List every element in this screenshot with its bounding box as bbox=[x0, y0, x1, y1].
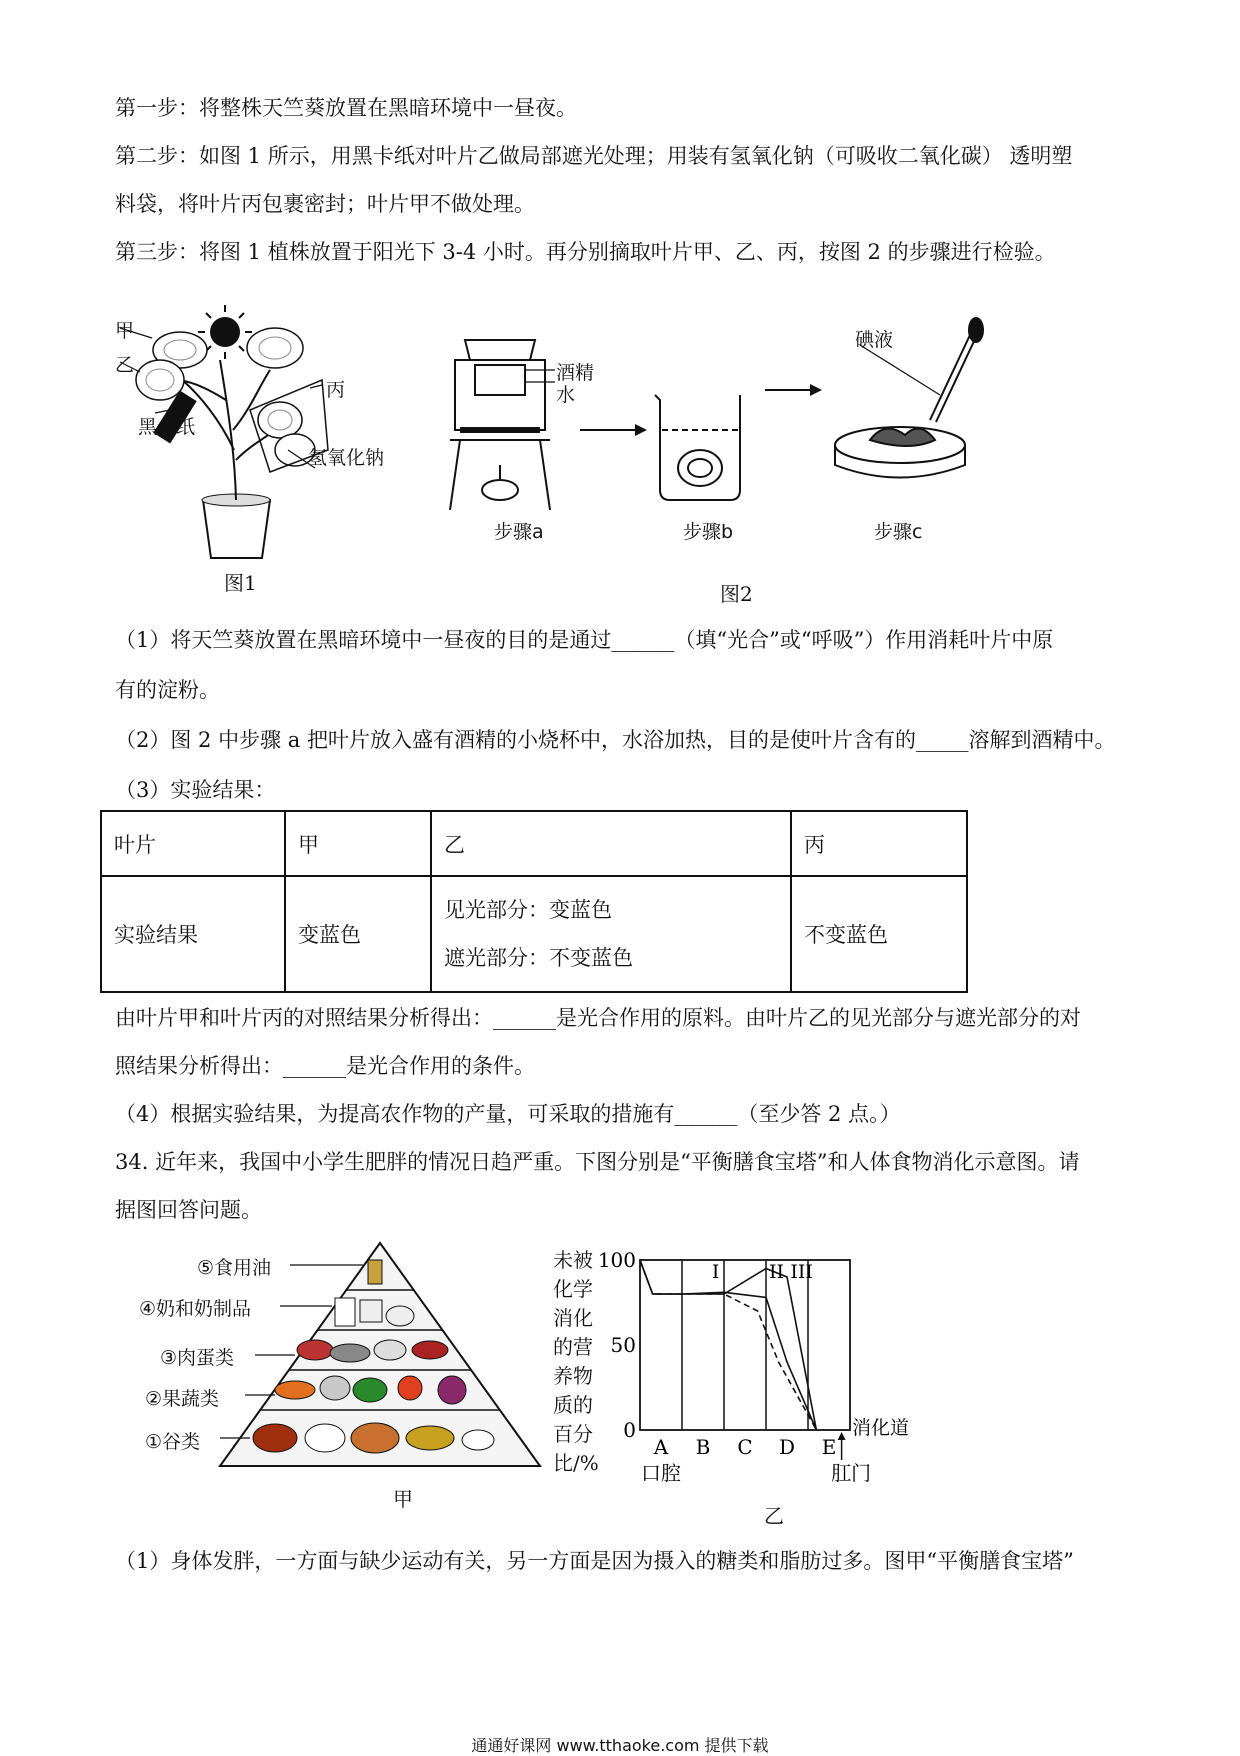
table-header-cell: 乙 bbox=[431, 811, 791, 876]
table-row bbox=[101, 876, 967, 992]
table-row-label: 实验结果 bbox=[101, 876, 285, 992]
fig1-label-bing: 丙 bbox=[326, 379, 346, 401]
question-34-1: （1）身体发胖，一方面与缺少运动有关，另一方面是因为摄入的糖类和脂肪过多。图甲“平衡膳食宝塔” bbox=[115, 1549, 1074, 1573]
y-label-line: 未被 bbox=[553, 1248, 593, 1272]
pyramid-level-meat: ③肉蛋类 bbox=[160, 1347, 235, 1369]
chart-y-axis-label bbox=[553, 1246, 603, 1478]
fig1-label-black-card: 黑卡纸 bbox=[138, 416, 196, 438]
y-label-line: 化学 bbox=[553, 1277, 593, 1301]
question-2: （2）图 2 中步骤 a 把叶片放入盛有酒精的小烧杯中，水浴加热，目的是使叶片含有的_____溶解到酒精中。 bbox=[115, 728, 1116, 752]
series-line bbox=[640, 1260, 816, 1430]
table-cell-yi bbox=[431, 876, 791, 992]
fig2-label-iodine: 碘液 bbox=[855, 329, 894, 351]
y-tick-label: 50 bbox=[610, 1333, 636, 1357]
series-line bbox=[640, 1260, 816, 1430]
fig1-caption: 图1 bbox=[224, 571, 257, 595]
fig2-step-b: 步骤b bbox=[683, 521, 734, 543]
x-category-label: B bbox=[695, 1435, 711, 1459]
question-3-analysis-line1: 由叶片甲和叶片丙的对照结果分析得出：______是光合作用的原料。由叶片乙的见光部分与遮光部分的对 bbox=[115, 1006, 1081, 1030]
y-label-line: 养物 bbox=[553, 1364, 593, 1388]
x-category-label: A bbox=[653, 1435, 669, 1459]
step-2-line2: 料袋，将叶片丙包裹密封；叶片甲不做处理。 bbox=[115, 192, 535, 216]
x-category-label: D bbox=[778, 1435, 796, 1459]
fig2-label-water: 水 bbox=[556, 384, 576, 406]
table-header-cell: 叶片 bbox=[101, 811, 285, 876]
step-1: 第一步：将整株天竺葵放置在黑暗环境中一昼夜。 bbox=[115, 96, 577, 120]
chart-caption: 乙 bbox=[764, 1504, 784, 1528]
footer: 通通好课网 www.tthaoke.com 提供下载 bbox=[471, 1736, 769, 1755]
question-3: （3）实验结果： bbox=[115, 778, 276, 802]
table-header-cell: 丙 bbox=[791, 811, 967, 876]
y-label-line: 的营 bbox=[553, 1335, 593, 1359]
y-label-line: 比/% bbox=[553, 1451, 599, 1475]
table-cell-jia: 变蓝色 bbox=[285, 876, 431, 992]
fig2-step-a: 步骤a bbox=[494, 521, 544, 543]
table-header-cell: 甲 bbox=[285, 811, 431, 876]
anus-arrowhead bbox=[838, 1432, 846, 1440]
fig1-label-yi: 乙 bbox=[115, 354, 135, 376]
y-label-line: 百分 bbox=[553, 1422, 593, 1446]
step-2-line1: 第二步：如图 1 所示，用黑卡纸对叶片乙做局部遮光处理；用装有氢氧化钠（可吸收二氧化碳） 透明塑 bbox=[115, 144, 1073, 168]
fig2-step-c: 步骤c bbox=[874, 521, 923, 543]
plot-frame bbox=[640, 1260, 850, 1430]
results-table bbox=[100, 810, 968, 993]
step-a-apparatus bbox=[450, 340, 550, 510]
fig2-caption: 图2 bbox=[720, 582, 753, 606]
x-category-label: E bbox=[821, 1435, 837, 1459]
question-1-line1: （1）将天竺葵放置在黑暗环境中一昼夜的目的是通过______（填“光合”或“呼吸”）作用消耗叶片中原 bbox=[115, 628, 1054, 652]
question-3-analysis-line2: 照结果分析得出：______是光合作用的条件。 bbox=[115, 1054, 535, 1078]
step-b-beaker bbox=[655, 395, 740, 500]
y-tick-label: 100 bbox=[597, 1248, 636, 1272]
fig1-label-naoh: 氢氧化钠 bbox=[308, 447, 385, 469]
digestion-chart bbox=[597, 1248, 960, 1510]
curve-label: II bbox=[768, 1261, 785, 1284]
series-line bbox=[640, 1260, 816, 1430]
pyramid-level-fruit-veg: ②果蔬类 bbox=[145, 1388, 220, 1410]
table-cell-bing: 不变蓝色 bbox=[791, 876, 967, 992]
question-1-line2: 有的淀粉。 bbox=[115, 678, 220, 702]
question-34-line1: 34. 近年来，我国中小学生肥胖的情况日趋严重。下图分别是“平衡膳食宝塔”和人体食物消化示意图。请 bbox=[115, 1150, 1080, 1174]
question-34-line2: 据图回答问题。 bbox=[115, 1198, 262, 1222]
step-3: 第三步：将图 1 植株放置于阳光下 3-4 小时。再分别摘取叶片甲、乙、丙，按图 2 的步骤进行检验。 bbox=[115, 240, 1056, 264]
table-header-row bbox=[101, 811, 967, 876]
pyramid-level-grains: ①谷类 bbox=[145, 1431, 201, 1453]
fig1-label-jia: 甲 bbox=[115, 320, 135, 342]
y-label-line: 消化 bbox=[553, 1306, 593, 1330]
pyramid-level-oil: ⑤食用油 bbox=[197, 1257, 272, 1279]
table-cell-yi-light: 见光部分：变蓝色 bbox=[444, 898, 612, 922]
x-axis-label: 消化道 bbox=[852, 1417, 910, 1439]
x-category-label: C bbox=[737, 1435, 753, 1459]
curve-label: I bbox=[711, 1261, 720, 1284]
pyramid-caption: 甲 bbox=[393, 1487, 413, 1511]
anus-label: 肛门 bbox=[831, 1461, 872, 1485]
figure-2-steps bbox=[430, 320, 1050, 530]
y-label-line: 质的 bbox=[553, 1393, 593, 1417]
pyramid-level-dairy: ④奶和奶制品 bbox=[139, 1298, 252, 1320]
curve-label: III bbox=[790, 1261, 813, 1284]
fig2-label-alcohol: 酒精 bbox=[556, 362, 595, 384]
question-4: （4）根据实验结果，为提高农作物的产量，可采取的措施有______（至少答 2 点。） bbox=[115, 1102, 901, 1126]
mouth-label: 口腔 bbox=[641, 1461, 681, 1485]
y-tick-label: 0 bbox=[623, 1418, 636, 1442]
table-cell-yi-dark: 遮光部分：不变蓝色 bbox=[444, 946, 633, 970]
